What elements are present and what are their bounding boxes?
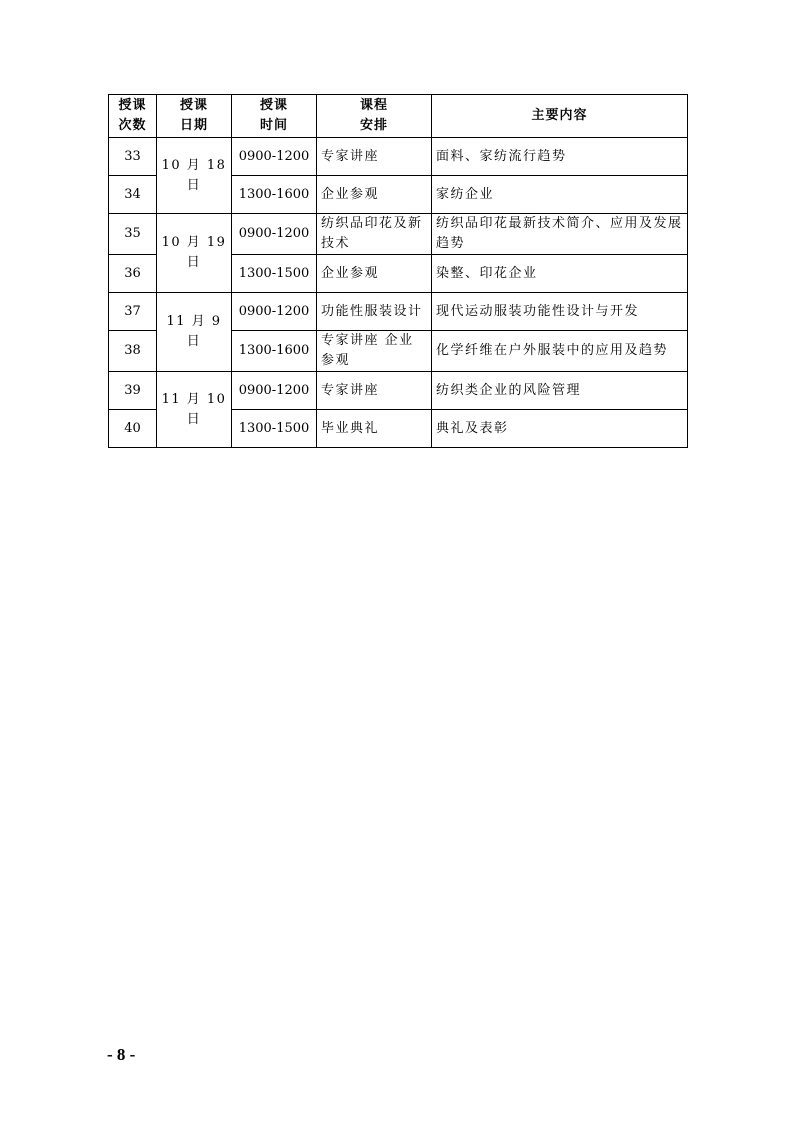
session-arrangement: 专家讲座 (317, 138, 432, 176)
header-arrangement: 课程 安排 (317, 95, 432, 138)
session-arrangement: 纺织品印花及新技术 (317, 214, 432, 255)
session-arrangement: 企业参观 (317, 255, 432, 293)
session-time: 0900-1200 (232, 214, 317, 255)
session-time: 1300-1600 (232, 331, 317, 372)
session-arrangement: 专家讲座 (317, 372, 432, 410)
table-row (109, 372, 688, 410)
table-header-row (109, 95, 688, 138)
session-arrangement: 功能性服装设计 (317, 293, 432, 331)
session-number: 39 (109, 372, 157, 410)
table-row (109, 138, 688, 176)
header-main-content: 主要内容 (432, 95, 688, 138)
session-number: 36 (109, 255, 157, 293)
page-number: - 8 - (107, 1045, 136, 1064)
session-content: 纺织品印花最新技术简介、应用及发展趋势 (432, 214, 688, 255)
session-number: 37 (109, 293, 157, 331)
session-number: 33 (109, 138, 157, 176)
session-date: 10 月 18 日 (157, 138, 232, 214)
session-date: 11 月 10 日 (157, 372, 232, 448)
header-time: 授课 时间 (232, 95, 317, 138)
session-time: 1300-1500 (232, 255, 317, 293)
header-session-number: 授课 次数 (109, 95, 157, 138)
session-arrangement: 企业参观 (317, 176, 432, 214)
session-content: 面料、家纺流行趋势 (432, 138, 688, 176)
session-content: 现代运动服装功能性设计与开发 (432, 293, 688, 331)
course-schedule-table (108, 94, 688, 448)
session-content: 典礼及表彰 (432, 410, 688, 448)
session-content: 染整、印花企业 (432, 255, 688, 293)
session-date: 10 月 19 日 (157, 214, 232, 293)
session-time: 0900-1200 (232, 293, 317, 331)
session-content: 纺织类企业的风险管理 (432, 372, 688, 410)
header-date: 授课 日期 (157, 95, 232, 138)
table-row (109, 214, 688, 255)
session-time: 1300-1500 (232, 410, 317, 448)
session-number: 40 (109, 410, 157, 448)
session-number: 35 (109, 214, 157, 255)
session-number: 34 (109, 176, 157, 214)
table-row (109, 293, 688, 331)
session-content: 家纺企业 (432, 176, 688, 214)
session-number: 38 (109, 331, 157, 372)
session-time: 0900-1200 (232, 372, 317, 410)
session-time: 0900-1200 (232, 138, 317, 176)
session-time: 1300-1600 (232, 176, 317, 214)
session-arrangement: 专家讲座 企业参观 (317, 331, 432, 372)
session-arrangement: 毕业典礼 (317, 410, 432, 448)
session-content: 化学纤维在户外服装中的应用及趋势 (432, 331, 688, 372)
session-date: 11 月 9 日 (157, 293, 232, 372)
